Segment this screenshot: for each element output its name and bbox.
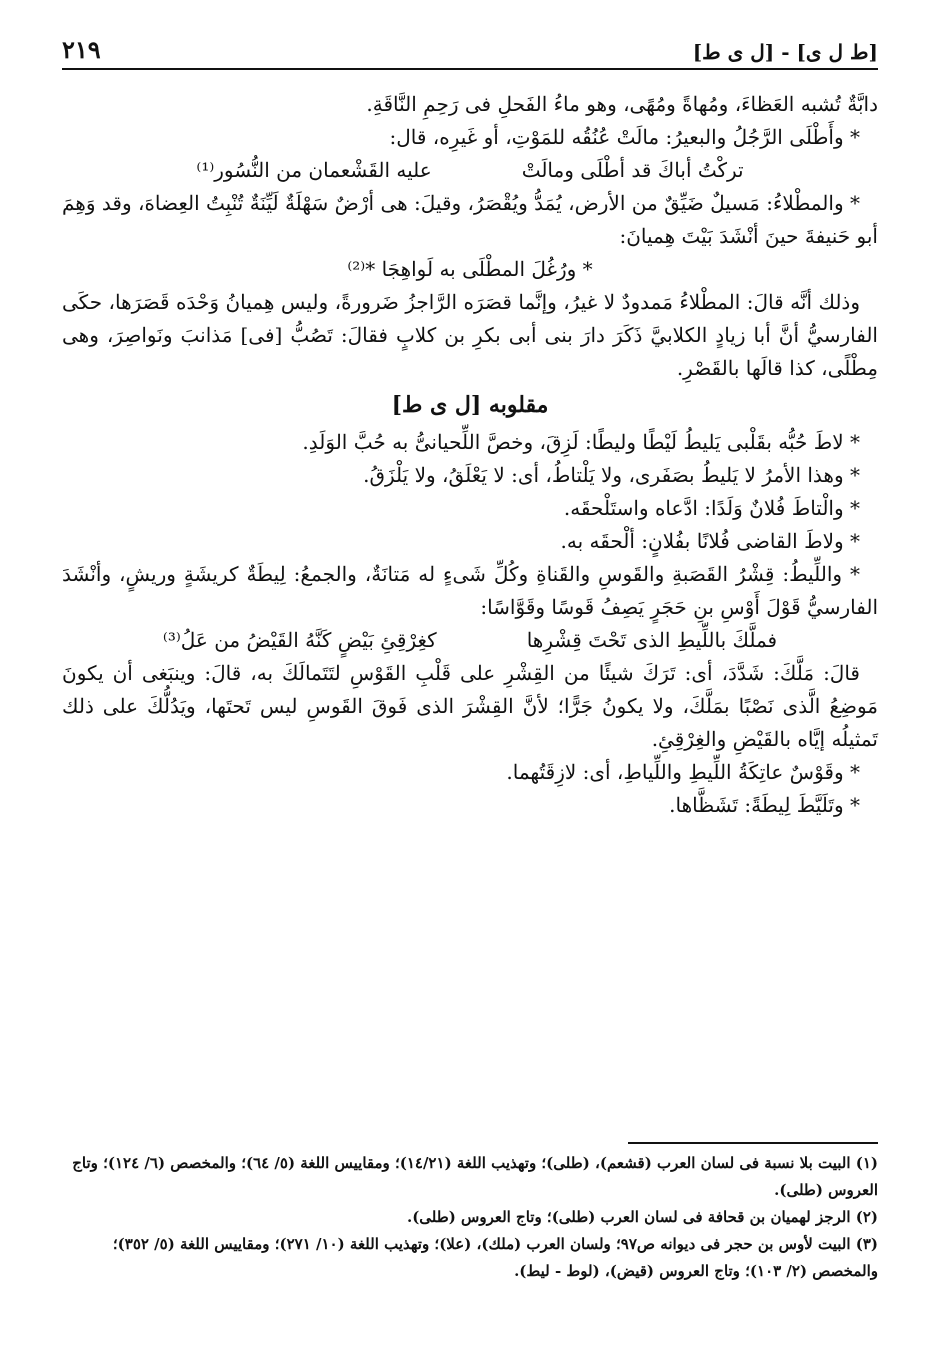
paragraph-2: * وأَطْلَى الرَّجُلُ والبعيرُ: مالَتْ عُنُقُه للمَوْتِ، أو غَيرِه، قال:	[389, 125, 860, 149]
footnote-divider	[628, 1142, 878, 1144]
paragraph-8: * ولاطَ القاضى فُلانًا بفُلانٍ: ألْحقَه به.	[560, 529, 860, 553]
section-heading: مقلوبه [ل ى ط]	[391, 392, 549, 418]
paragraph-1: دابَّةٌ تُشبه العَظاءَ، ومُهاةً ومُهًى، وهو ماءُ الفَحلِ فى رَحِمِ النَّاقَةِ.	[366, 92, 878, 116]
verse-3-first-hemistich: فملَّكَ باللِّيطِ الذى تَحْتَ قِشْرِها	[526, 628, 778, 652]
paragraph-5: * لاطَ حُبُّه بقَلْبى يَليطُ لَيْطًا وليطًا: لَزِقَ، وخصَّ اللِّحيانىُّ به حُبَّ الوَلَدِ.	[302, 430, 860, 454]
main-text	[62, 88, 878, 822]
verse-1-second-hemistich: عليه القَشْعمان من النُّسُور⁽¹⁾	[196, 158, 432, 182]
paragraph-3: * والمطْلاءُ: مَسيلٌ ضَيِّقٌ من الأرض، يُمَدُّ ويُقْصَرُ، وقيلَ: هى أرْضٌ سَهْلَةٌ لَيِّنَةٌ تُنْبِتُ العِضاهَ، وقد وَهِمَ أبو حَنيفةَ حينَ أنْشَدَ بَيْتَ هِميانَ:	[62, 191, 878, 248]
running-head: [ط ل ى] - [ل ى ط]	[692, 40, 878, 64]
footnote-1: (١) البيت بلا نسبة فى لسان العرب (قشعم)، (طلى)؛ وتهذيب اللغة (١٤/٢١)؛ ومقاييس اللغة (٥/ ٦٤)؛ والمخصص (٦/ ١٢٤)؛ وتاج العروس (طلى).	[72, 1154, 878, 1199]
verse-1	[62, 154, 878, 187]
footnotes	[62, 1150, 878, 1285]
verse-3	[62, 624, 878, 657]
page-header	[62, 28, 878, 70]
footnote-2: (٢) الرجز لهميان بن قحافة فى لسان العرب (طلى)؛ وتاج العروس (طلى).	[406, 1208, 878, 1226]
paragraph-9: * واللِّيطُ: قِشْرُ القَصَبةِ والقَوسِ والقَناةِ وكُلِّ شَىءٍ له مَتانَةٌ، والجمعُ: لِيطَةٌ كريشَةٍ وريشٍ، وأنْشَدَ الفارسيُّ قَوْلَ أَوْسِ بنِ حَجَرٍ يَصِفُ قَوسًا وقَوَّاسًا:	[62, 562, 878, 619]
footnote-3: (٣) البيت لأوس بن حجر فى ديوانه ص٩٧؛ ولسان العرب (ملك)، (علا)؛ وتهذيب اللغة (١٠/ ٢٧١)؛ ومقاييس اللغة (٥/ ٣٥٢)؛ والمخصص (٢/ ١٠٣)؛ وتاج العروس (قيض)، (لوط - ليط).	[112, 1235, 878, 1280]
paragraph-10: قالَ: مَلَّكَ: شَدَّدَ، أى: تَرَكَ شيئًا من القِشْرِ على قَلْبِ القَوْسِ لتَتَمالَكَ به، قالَ: وينبَغى أن يكونَ مَوضِعُ الَّذى نَصْبًا بمَلَّكَ، ولا يكونُ جَرًّا؛ لأنَّ القِشْرَ الذى فَوقَ القَوسِ ليس تَحتَها، ويَدُلُّكَ على ذلك تَمثيلُه إيَّاه بالقَيْضِ والغِرْقِئِ.	[62, 661, 878, 751]
paragraph-4: وذلك أنَّه قالَ: المطْلاءُ مَمدودٌ لا غيرُ، وإنَّما قصَرَه الرَّاجزُ ضَرورةً، وليس هِميانُ وَحْدَه قَصَرَها، حكَى الفارسيُّ أنَّ أبا زيادٍ الكلابيَّ ذَكَرَ دارَ بنى أبى بكرِ بن كلابٍ فقالَ: تَصُبُّ [فى] مَذانبَ ونَواصِرَ، وهى مِطْلًى، كذا قالَها بالقَصْرِ.	[62, 290, 878, 380]
paragraph-11: * وقَوْسٌ عاتِكَةُ اللِّيطِ واللِّياطِ، أى: لازِقَتُهما.	[506, 760, 860, 784]
verse-1-first-hemistich: تركْتُ أباكَ قد أطْلَى ومالَتْ	[521, 158, 744, 182]
paragraph-7: * والْتاطَ فُلانٌ وَلَدًا: ادَّعاه واستَلْحقَه.	[563, 496, 860, 520]
verse-2: * ورُغُلَ المطْلَى به لَواهِجَا *⁽²⁾	[347, 257, 593, 281]
paragraph-12: * وتَلَيَّطَ لِيطَةً: تَشَظَّاها.	[669, 793, 860, 817]
verse-3-second-hemistich: كغِرْقِئِ بَيْضٍ كَنَّهُ القَيْضُ من عَلُ⁽³⁾	[162, 628, 437, 652]
paragraph-6: * وهذا الأمرُ لا يَليطُ بصَفَرى، ولا يَلْتاطُ، أى: لا يَعْلَقُ، ولا يَلْزَقُ.	[363, 463, 860, 487]
page-number: ٢١٩	[62, 35, 101, 64]
